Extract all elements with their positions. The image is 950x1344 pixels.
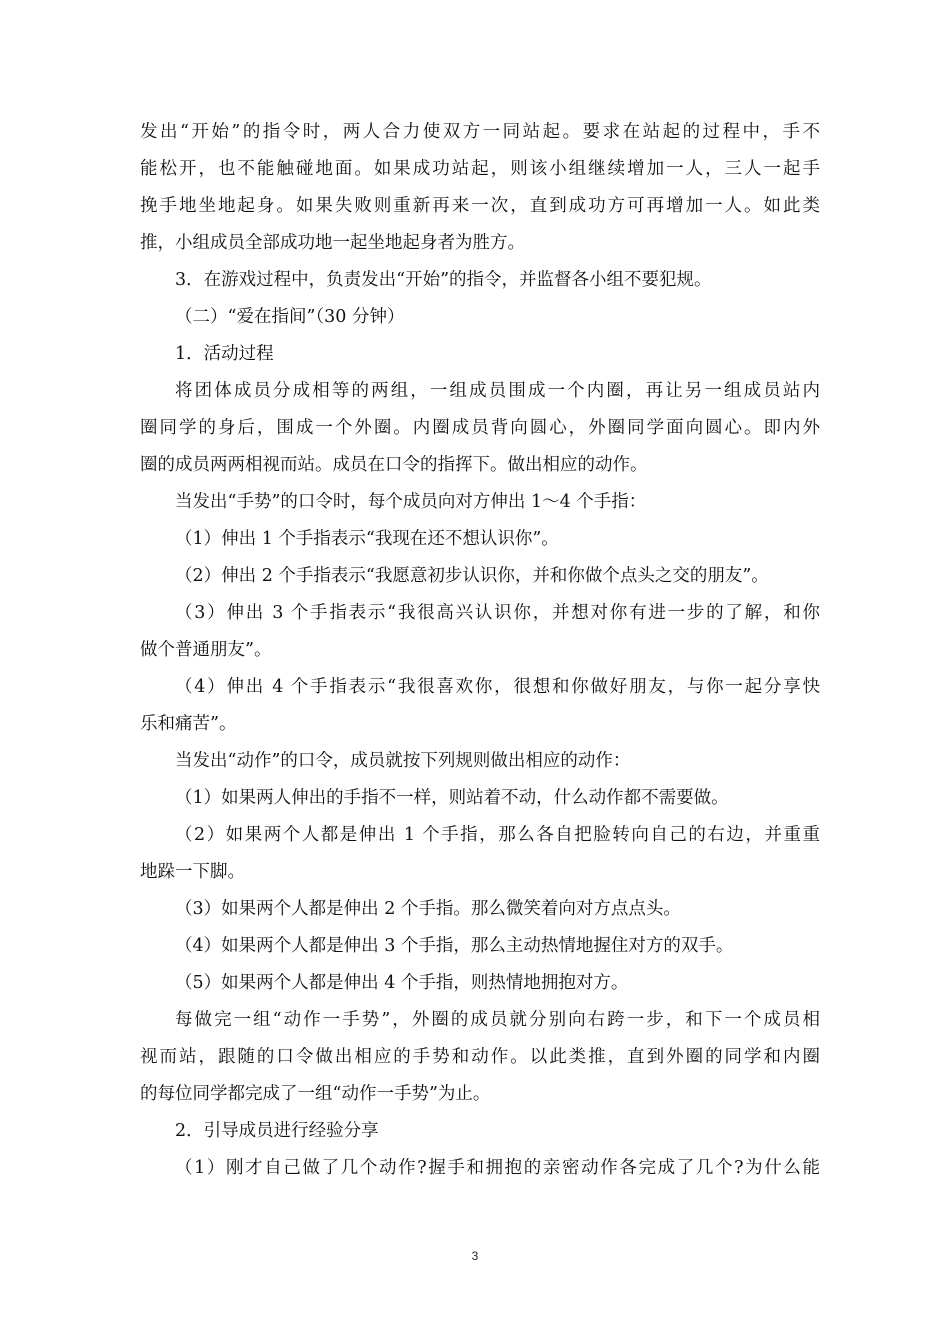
text-line: 当发出“动作”的口令，成员就按下列规则做出相应的动作： bbox=[175, 751, 631, 771]
text-line: 圈的成员两两相视而站。成员在口令的指挥下。做出相应的动作。 bbox=[140, 455, 648, 475]
list-item: （1）如果两人伸出的手指不一样，则站着不动，什么动作都不需要做。 bbox=[175, 788, 729, 808]
list-item: （2）伸出 2 个手指表示“我愿意初步认识你，并和你做个点头之交的朋友”。 bbox=[175, 566, 769, 586]
list-item: （4）如果两个人都是伸出 3 个手指，那么主动热情地握住对方的双手。 bbox=[175, 936, 734, 956]
text-line: 挽手地坐地起身。如果失败则重新再来一次，直到成功方可再增加一人。如此类 bbox=[140, 196, 820, 216]
text-line: 3．在游戏过程中，负责发出“开始”的指令，并监督各小组不要犯规。 bbox=[175, 270, 712, 290]
text-line: 将团体成员分成相等的两组，一组成员围成一个内圈，再让另一组成员站内 bbox=[175, 381, 820, 401]
text-line: 的每位同学都完成了一组“动作一手势”为止。 bbox=[140, 1084, 491, 1104]
list-item: （2）如果两个人都是伸出 1 个手指，那么各自把脸转向自己的右边，并重重 bbox=[175, 825, 820, 845]
subsection-heading: 2．引导成员进行经验分享 bbox=[175, 1121, 379, 1141]
text-line: 圈同学的身后，围成一个外圈。内圈成员背向圆心，外圈同学面向圆心。即内外 bbox=[140, 418, 820, 438]
text-line: 做个普通朋友”。 bbox=[140, 640, 272, 660]
text-line: 发出“开始”的指令时，两人合力使双方一同站起。要求在站起的过程中，手不 bbox=[140, 122, 820, 142]
section-heading: （二）“爱在指间”（30 分钟） bbox=[175, 307, 405, 327]
list-item: （1）伸出 1 个手指表示“我现在还不想认识你”。 bbox=[175, 529, 559, 549]
page-number: 3 bbox=[471, 1249, 479, 1263]
text-line: 推，小组成员全部成功地一起坐地起身者为胜方。 bbox=[140, 233, 525, 253]
list-item: （5）如果两个人都是伸出 4 个手指，则热情地拥抱对方。 bbox=[175, 973, 629, 993]
list-item: （3）如果两个人都是伸出 2 个手指。那么微笑着向对方点点头。 bbox=[175, 899, 681, 919]
subsection-heading: 1．活动过程 bbox=[175, 344, 274, 364]
text-line: 地跺一下脚。 bbox=[140, 862, 245, 882]
text-line: 每做完一组“动作一手势”，外圈的成员就分别向右跨一步，和下一个成员相 bbox=[175, 1010, 820, 1030]
list-item: （1）刚才自己做了几个动作?握手和拥抱的亲密动作各完成了几个?为什么能 bbox=[175, 1158, 820, 1178]
list-item: （4）伸出 4 个手指表示“我很喜欢你，很想和你做好朋友，与你一起分享快 bbox=[175, 677, 820, 697]
text-line: 当发出“手势”的口令时，每个成员向对方伸出 1～4 个手指： bbox=[175, 492, 647, 512]
text-line: 乐和痛苦”。 bbox=[140, 714, 237, 734]
list-item: （3）伸出 3 个手指表示“我很高兴认识你，并想对你有进一步的了解，和你 bbox=[175, 603, 820, 623]
text-line: 视而站，跟随的口令做出相应的手势和动作。以此类推，直到外圈的同学和内圈 bbox=[140, 1047, 820, 1067]
text-line: 能松开，也不能触碰地面。如果成功站起，则该小组继续增加一人，三人一起手 bbox=[140, 159, 820, 179]
